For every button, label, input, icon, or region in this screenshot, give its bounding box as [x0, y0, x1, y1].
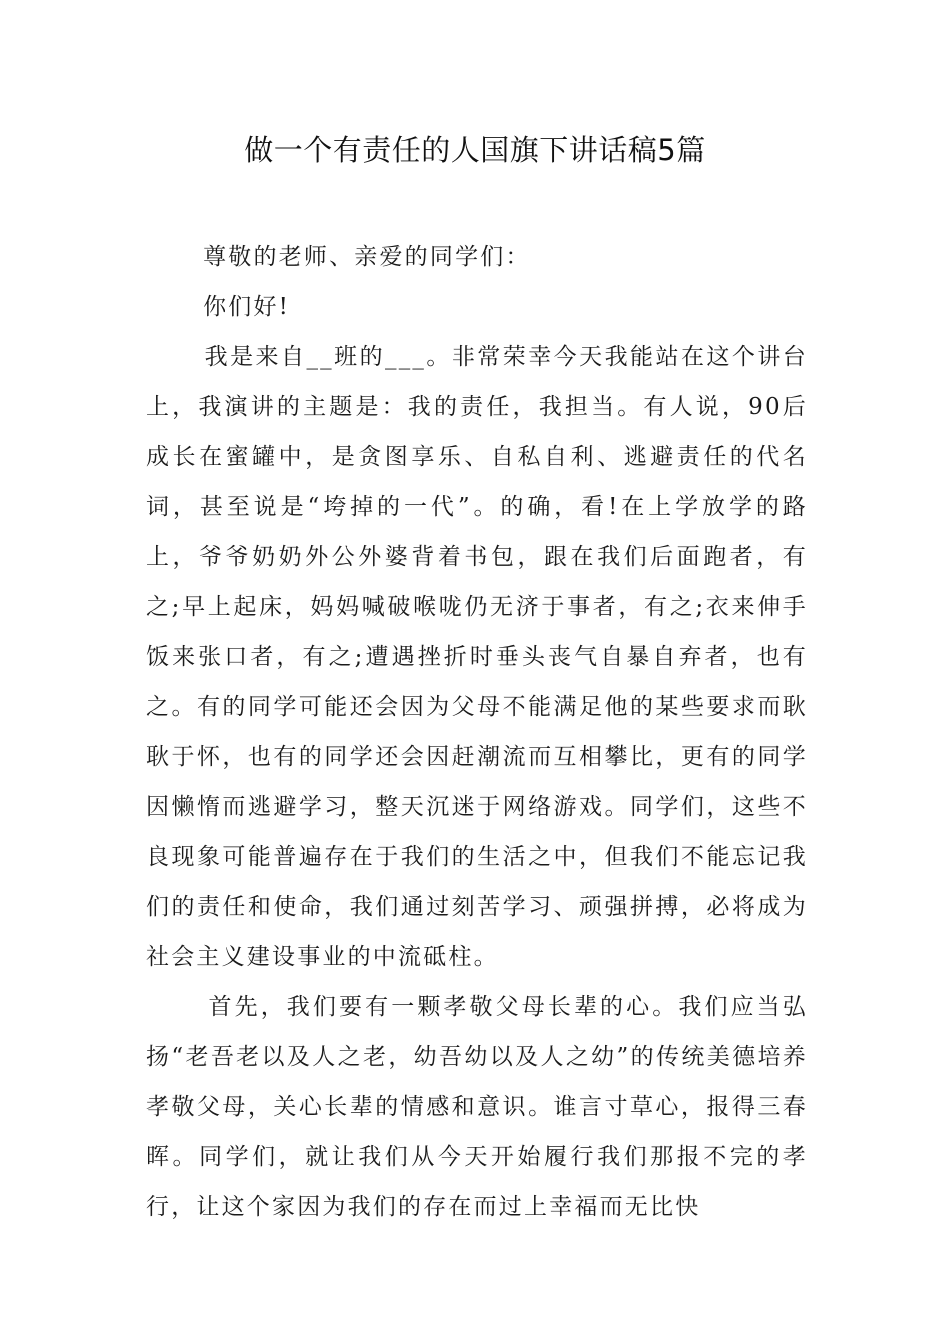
greeting-paragraph: 你们好!: [146, 294, 291, 320]
document-body: [146, 232, 808, 1232]
salutation-paragraph: 尊敬的老师、亲爱的同学们：: [146, 244, 531, 270]
first-point-paragraph: 首先，我们要有一颗孝敬父母长辈的心。我们应当弘扬“老吾老以及人之老，幼吾幼以及人之幼”的传统美德培养孝敬父母，关心长辈的情感和意识。谁言寸草心，报得三春晖。同学们，就让我们从今天开始履行我们那报不完的孝行，让这个家因为我们的存在而过上幸福而无比快: [146, 994, 808, 1220]
document-title: 做一个有责任的人国旗下讲话稿5篇: [244, 133, 706, 167]
intro-paragraph: 我是来自__班的___。非常荣幸今天我能站在这个讲台上，我演讲的主题是：我的责任，我担当。有人说，90后成长在蜜罐中，是贪图享乐、自私自利、逃避责任的代名词，甚至说是“垮掉的一代”。的确，看!在上学放学的路上，爷爷奶奶外公外婆背着书包，跟在我们后面跑者，有之;早上起床，妈妈喊破喉咙仍无济于事者，有之;衣来伸手饭来张口者，有之;遭遇挫折时垂头丧气自暴自弃者，也有之。有的同学可能还会因为父母不能满足他的某些要求而耿耿于怀，也有的同学还会因赶潮流而互相攀比，更有的同学因懒惰而逃避学习，整天沉迷于网络游戏。同学们，这些不良现象可能普遍存在于我们的生活之中，但我们不能忘记我们的责任和使命，我们通过刻苦学习、顽强拼搏，必将成为社会主义建设事业的中流砥柱。: [146, 344, 808, 970]
